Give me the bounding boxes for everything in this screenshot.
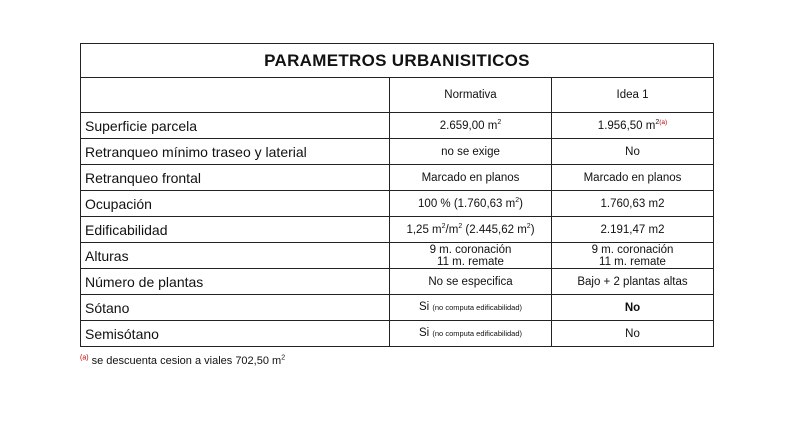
header-empty-cell xyxy=(81,78,390,113)
idea-value: Marcado en planos xyxy=(552,165,714,191)
row-label: Sótano xyxy=(81,295,390,321)
table-row xyxy=(81,295,714,321)
table-row xyxy=(81,321,714,347)
table-row xyxy=(81,217,714,243)
normativa-value: No se especifica xyxy=(390,269,552,295)
table-title: PARAMETROS URBANISITICOS xyxy=(81,44,714,78)
header-normativa: Normativa xyxy=(390,78,552,113)
idea-value: No xyxy=(552,295,714,321)
table-row xyxy=(81,243,714,269)
row-label: Superficie parcela xyxy=(81,113,390,139)
idea-value: 1.760,63 m2 xyxy=(552,191,714,217)
row-label: Edificabilidad xyxy=(81,217,390,243)
row-label: Semisótano xyxy=(81,321,390,347)
table-row xyxy=(81,269,714,295)
normativa-value: no se exige xyxy=(390,139,552,165)
idea-value: 2.191,47 m2 xyxy=(552,217,714,243)
footnote-mark: (a) xyxy=(80,354,89,362)
row-label: Alturas xyxy=(81,243,390,269)
footnote-ref: (a) xyxy=(659,118,668,126)
table-row xyxy=(81,113,714,139)
idea-value: No xyxy=(552,321,714,347)
row-label: Retranqueo mínimo traseo y laterial xyxy=(81,139,390,165)
normativa-value: Si (no computa edificabilidad) xyxy=(390,321,552,347)
normativa-value: Marcado en planos xyxy=(390,165,552,191)
normativa-value: 1,25 $m^2/m^2$ (2.445,62 $m^2$) xyxy=(390,217,552,243)
normativa-value: 100 % (1.760,63 $m^2$) xyxy=(390,191,552,217)
idea-value: No xyxy=(552,139,714,165)
idea-value: 1.956,50 $m^{2(a)}$ xyxy=(552,113,714,139)
footnote xyxy=(80,355,285,367)
normativa-value: 2.659,00 $m^2$ xyxy=(390,113,552,139)
title-row xyxy=(81,44,714,78)
footnote-text: se descuenta cesion a viales 702,50 m xyxy=(88,355,282,367)
header-idea: Idea 1 xyxy=(552,78,714,113)
row-label: Retranqueo frontal xyxy=(81,165,390,191)
normativa-value: 9 m. coronación 11 m. remate xyxy=(390,243,552,269)
table-row xyxy=(81,191,714,217)
row-label: Número de plantas xyxy=(81,269,390,295)
table-row xyxy=(81,139,714,165)
table-row xyxy=(81,165,714,191)
idea-value: Bajo + 2 plantas altas xyxy=(552,269,714,295)
row-label: Ocupación xyxy=(81,191,390,217)
header-row xyxy=(81,78,714,113)
idea-value: 9 m. coronación 11 m. remate xyxy=(552,243,714,269)
parameters-table xyxy=(80,43,714,347)
footnote-sup: 2 xyxy=(281,354,286,362)
normativa-value: Si (no computa edificabilidad) xyxy=(390,295,552,321)
